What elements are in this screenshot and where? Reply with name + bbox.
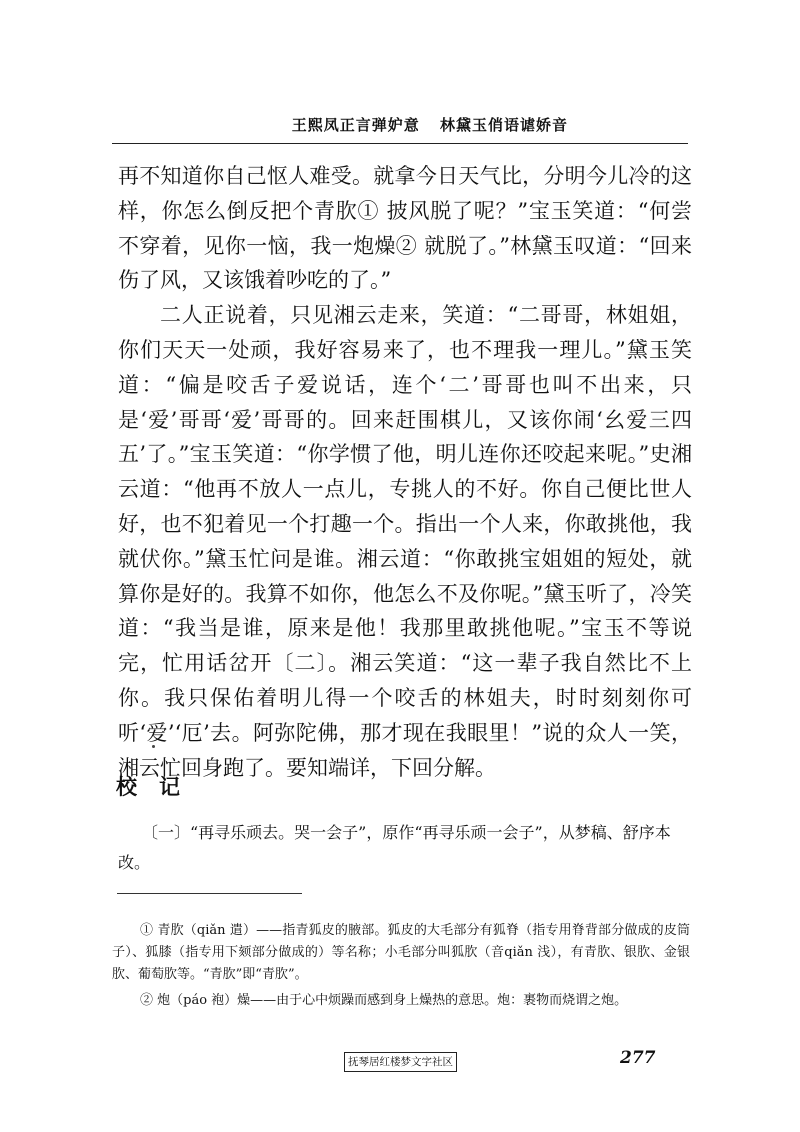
collation-heading: 校记 <box>116 775 202 799</box>
running-header <box>292 114 568 135</box>
paragraph: 二人正说着，只见湘云走来，笑道：“二哥哥，林姐姐，你们天天一处顽，我好容易来了，也不理我一理儿。”黛玉笑道：“偏是咬舌子爱说话，连个‘二’哥哥也叫不出来，只是‘爱’哥哥‘爱’哥哥的。回来赶围棋儿，又该你闹‘幺爱三四五’了。”宝玉笑道：“你学惯了他，明儿连你还咬起来呢。”史湘云道：“他再不放人一点儿，专挑人的不好。你自己便比世人好，也不犯着见一个打趣一个。指出一个人来，你敢挑他，我就伏你。”黛玉忙问是谁。湘云道：“你敢挑宝姐姐的短处，就算你是好的。我算不如你，他怎么不及你呢。”黛玉听了，冷笑道：“我当是谁，原来是他！我那里敢挑他呢。”宝玉不等说完，忙用话岔开〔二〕。湘云笑道：“这一辈子我自然比不上你。我只保佑着明儿得一个咬舌的林姐夫，时时刻刻你可听‘爱’‘厄’去。阿弥陀佛，那才现在我眼里！”说的众人一笑，湘云忙回身跑了。要知端详，下回分解。 <box>118 303 692 780</box>
page-number: 277 <box>620 1048 656 1068</box>
main-text <box>118 159 692 785</box>
footnote-rule <box>117 893 302 894</box>
footnotes <box>112 920 690 1016</box>
footnote: ① 青肷（qiǎn 遣）——指青狐皮的腋部。狐皮的大毛部分有狐脊（指专用脊背部分做成的皮筒子）、狐膝（指专用下颏部分做成的）等名称；小毛部分叫狐肷（音qiǎn 浅），有青肷、银肷、金银肷、葡萄肷等。“青肷”即“青肷”。 <box>112 923 690 982</box>
scan-speck <box>152 745 155 748</box>
header-left-title: 王熙凤正言弹妒意 <box>291 116 420 134</box>
footnote: ② 炮（páo 袍）燥——由于心中烦躁而感到身上燥热的意思。炮：裹物而烧谓之炮。 <box>140 993 628 1008</box>
paragraph: 再不知道你自己怄人难受。就拿今日天气比，分明今儿冷的这样，你怎么倒反把个青肷① 披风脱了呢？”宝玉笑道：“何尝不穿着，见你一恼，我一炮燥② 就脱了。”林黛玉叹道：“回来伤了风，又该饿着吵吃的了。” <box>118 164 692 293</box>
header-right-title: 林黛玉俏语谑娇音 <box>439 116 568 134</box>
header-rule <box>112 143 688 144</box>
collation-note: 〔一〕“再寻乐顽去。哭一会子”，原作“再寻乐顽一会子”，从梦稿、舒序本改。 <box>118 823 671 872</box>
watermark-stamp: 抚琴居红楼梦文字社区 <box>344 1052 457 1072</box>
